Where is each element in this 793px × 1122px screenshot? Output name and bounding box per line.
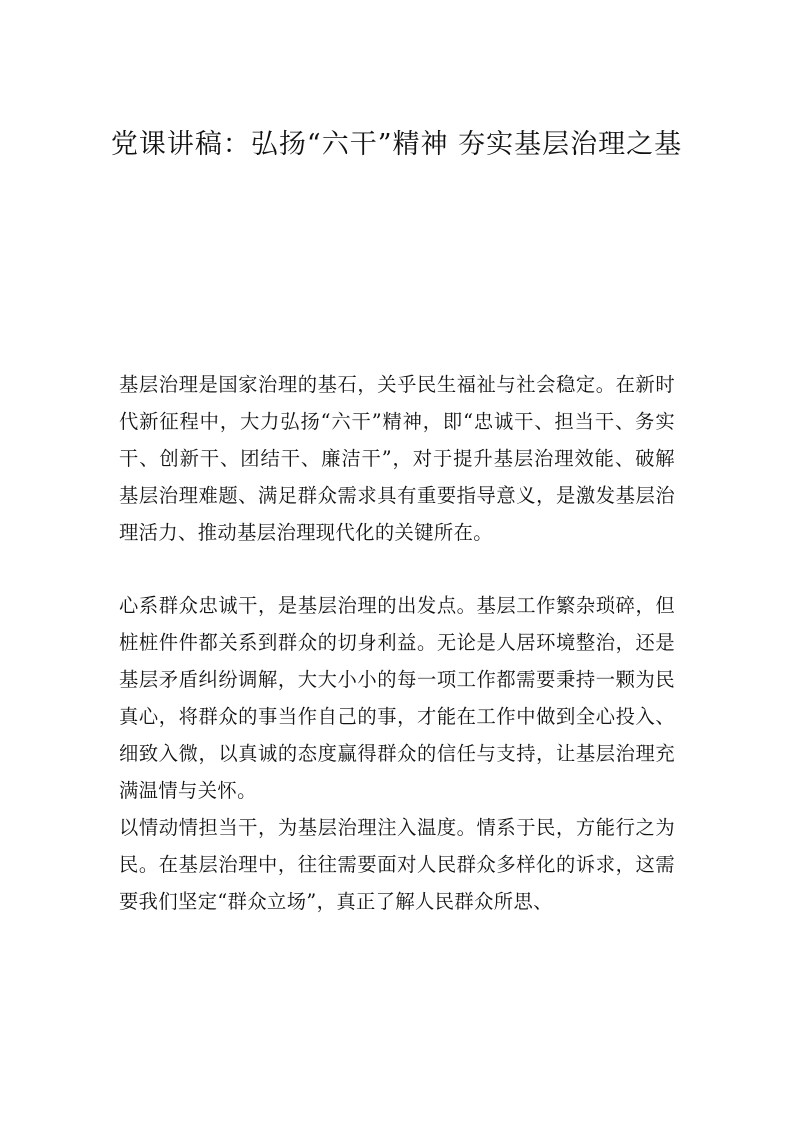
- document-title: 党课讲稿：弘扬“六干”精神 夯实基层治理之基: [110, 129, 683, 160]
- paragraph-intro: 基层治理是国家治理的基石，关乎民生福祉与社会稳定。在新时代新征程中，大力弘扬“六干”精神，即“忠诚干、担当干、务实干、创新干、团结干、廉洁干”，对于提升基层治理效能、破解基层治理难题、满足群众需求具有重要指导意义，是激发基层治理活力、推动基层治理现代化的关键所在。: [119, 373, 675, 544]
- paragraph-responsible-work: 以情动情担当干，为基层治理注入温度。情系于民，方能行之为民。在基层治理中，往往需要面对人民群众多样化的诉求，这需要我们坚定“群众立场”，真正了解人民群众所思、: [119, 816, 675, 913]
- paragraph-loyal-work: 心系群众忠诚干，是基层治理的出发点。基层工作繁杂琐碎，但桩桩件件都关系到群众的切身利益。无论是人居环境整治，还是基层矛盾纠纷调解，大大小小的每一项工作都需要秉持一颗为民真心，将群众的事当作自己的事，才能在工作中做到全心投入、细致入微，以真诚的态度赢得群众的信任与支持，让基层治理充满温情与关怀。: [119, 594, 675, 802]
- document-body: [119, 366, 675, 920]
